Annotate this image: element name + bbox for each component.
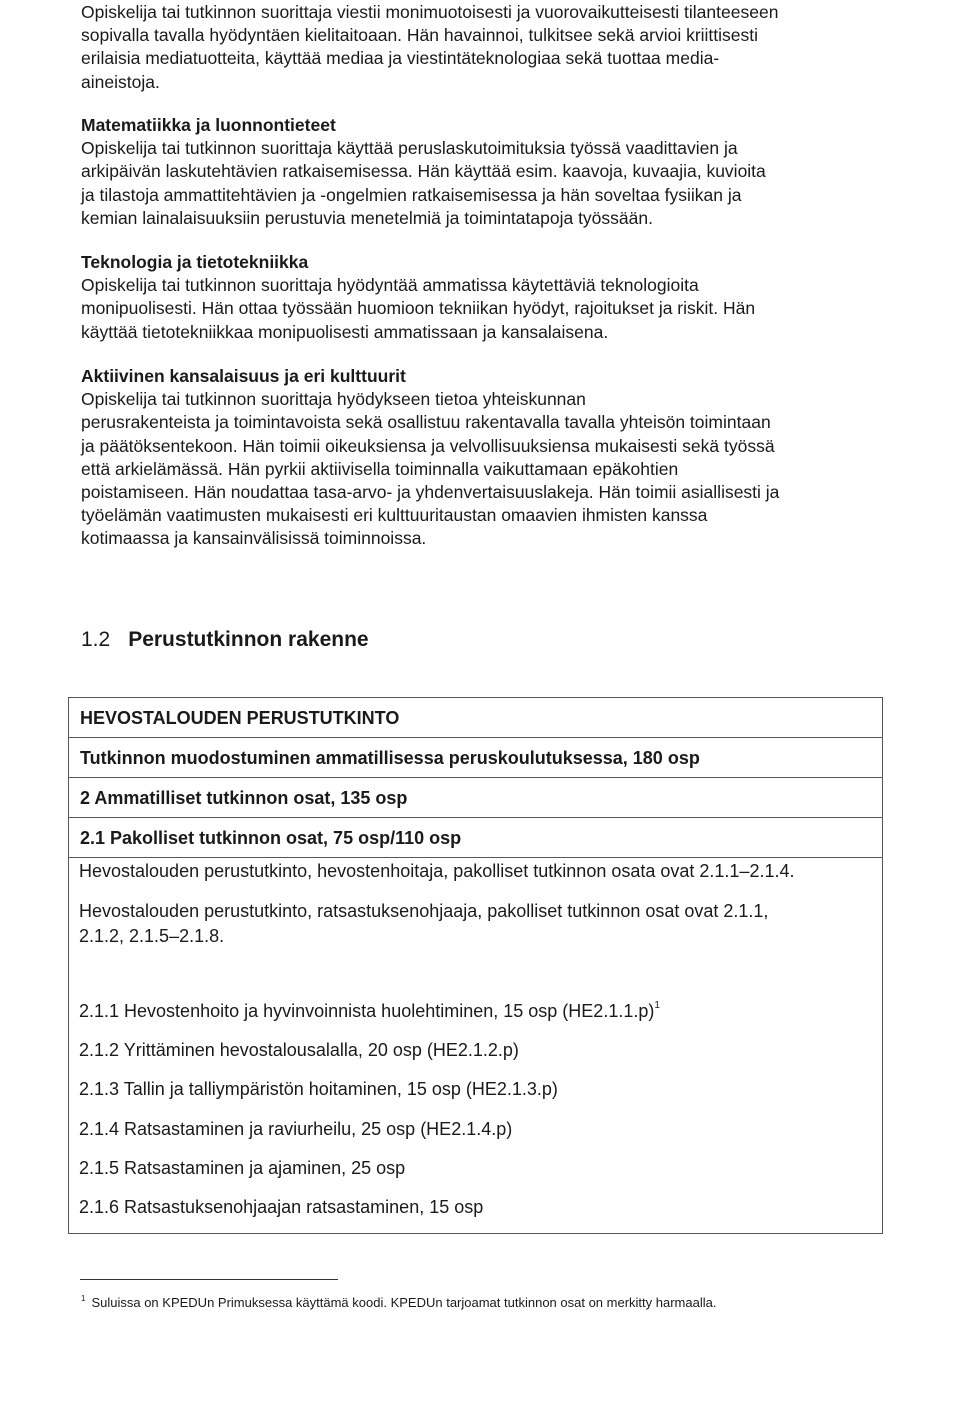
paragraph-line: että arkielämässä. Hän pyrkii aktiivisella toiminnalla vaikuttamaan epäkohtien — [81, 458, 679, 479]
table-cell: 2.1 Pakolliset tutkinnon osat, 75 osp/110 osp — [80, 828, 462, 848]
paragraph-line: kemian lainalaisuuksiin perustuvia menetelmiä ja toimintatapoja työssään. — [81, 207, 653, 228]
paragraph-line: Opiskelija tai tutkinnon suorittaja hyödykseen tietoa yhteiskunnan — [81, 389, 586, 410]
table-row — [69, 818, 882, 858]
paragraph-line: Opiskelija tai tutkinnon suorittaja käyttää peruslaskutoimituksia työssä vaadittavien ja — [81, 138, 738, 159]
paragraph-line: arkipäivän laskutehtävien ratkaisemisessa. Hän käyttää esim. kaavoja, kuvaajia, kuvioita — [81, 161, 766, 182]
table-note: Hevostalouden perustutkinto, hevostenhoitaja, pakolliset tutkinnon osata ovat 2.1.1–2.1.4. — [79, 861, 795, 881]
chapter-number: 1.2 — [81, 628, 111, 651]
list-item: 2.1.5 Ratsastaminen ja ajaminen, 25 osp — [79, 1158, 406, 1178]
paragraph-line: ja päätöksentekoon. Hän toimii oikeuksiensa ja velvollisuuksiensa mukaisesti sekä työssä — [81, 435, 775, 456]
intro-line: sopivalla tavalla hyödyntäen kielitaitoaan. Hän havainnoi, tulkitsee sekä arvioi kriittisesti — [81, 25, 759, 46]
paragraph-line: kotimaassa ja kansainvälisissä toiminnoissa. — [81, 528, 427, 549]
paragraph-line: käyttää tietotekniikkaa monipuolisesti ammatissaan ja kansalaisena. — [81, 321, 609, 342]
section-technology — [81, 251, 755, 344]
paragraph-line: Opiskelija tai tutkinnon suorittaja hyödyntää ammatissa käytettäviä teknologioita — [81, 275, 699, 296]
table-row — [69, 698, 882, 738]
footnote — [81, 1294, 716, 1310]
table-cell: Tutkinnon muodostuminen ammatillisessa peruskoulutuksessa, 180 osp — [80, 748, 700, 768]
paragraph-line: ja tilastoja ammattitehtävien ja -ongelmien ratkaisemisessa ja hän soveltaa fysiikan ja — [81, 184, 742, 205]
intro-paragraph — [81, 1, 778, 94]
footnote-divider — [80, 1279, 338, 1280]
list-item: 2.1.3 Tallin ja talliympäristön hoitaminen, 15 osp (HE2.1.3.p) — [79, 1079, 558, 1099]
table-row — [69, 738, 882, 778]
degree-structure-table — [68, 697, 883, 1234]
section-math-science — [81, 114, 766, 230]
paragraph-line: työelämän vaatimusten mukaisesti eri kulttuuritaustan omaavien ihmisten kanssa — [81, 505, 708, 526]
section-heading-math: Matematiikka ja luonnontieteet — [81, 115, 336, 135]
table-title: HEVOSTALOUDEN PERUSTUTKINTO — [80, 708, 400, 728]
section-heading-citizenship: Aktiivinen kansalaisuus ja eri kulttuurit — [81, 366, 406, 386]
table-cell: 2 Ammatilliset tutkinnon osat, 135 osp — [80, 788, 408, 808]
list-item: 2.1.4 Ratsastaminen ja raviurheilu, 25 osp (HE2.1.4.p) — [79, 1119, 513, 1139]
section-citizenship — [81, 365, 779, 551]
table-note: 2.1.2, 2.1.5–2.1.8. — [79, 926, 225, 946]
list-item: 2.1.2 Yrittäminen hevostalousalalla, 20 osp (HE2.1.2.p) — [79, 1040, 519, 1060]
footnote-text: Suluissa on KPEDUn Primuksessa käyttämä koodi. KPEDUn tarjoamat tutkinnon osat on merkitty harmaalla. — [91, 1295, 717, 1310]
intro-line: aineistoja. — [81, 71, 160, 92]
intro-line: Opiskelija tai tutkinnon suorittaja viestii monimuotoisesti ja vuorovaikutteisesti tilanteeseen — [81, 2, 779, 22]
intro-line: erilaisia mediatuotteita, käyttää mediaa ja viestintäteknologiaa sekä tuottaa media- — [81, 48, 720, 69]
paragraph-line: monipuolisesti. Hän ottaa työssään huomioon tekniikan hyödyt, rajoitukset ja riskit. Hän — [81, 298, 756, 319]
chapter-title: Perustutkinnon rakenne — [128, 628, 369, 651]
footnote-ref[interactable]: 1 — [654, 1000, 660, 1011]
paragraph-line: poistamiseen. Hän noudattaa tasa-arvo- ja yhdenvertaisuuslakeja. Hän toimii asiallisesti ja — [81, 482, 780, 503]
section-heading-technology: Teknologia ja tietotekniikka — [81, 252, 309, 272]
chapter-heading — [81, 626, 369, 654]
footnote-marker: 1 — [81, 1294, 86, 1303]
table-row — [69, 778, 882, 818]
unit-label: 2.1.1 Hevostenhoito ja hyvinvoinnista huolehtiminen, 15 osp (HE2.1.1.p) — [79, 1001, 655, 1021]
list-item: 2.1.6 Ratsastuksenohjaajan ratsastaminen, 15 osp — [79, 1197, 484, 1217]
list-item — [79, 1000, 660, 1022]
table-note: Hevostalouden perustutkinto, ratsastuksenohjaaja, pakolliset tutkinnon osat ovat 2.1.1, — [79, 901, 769, 921]
paragraph-line: perusrakenteista ja toimintavoista sekä osallistuu rakentavalla tavalla yhteisön toimintaan — [81, 412, 771, 433]
